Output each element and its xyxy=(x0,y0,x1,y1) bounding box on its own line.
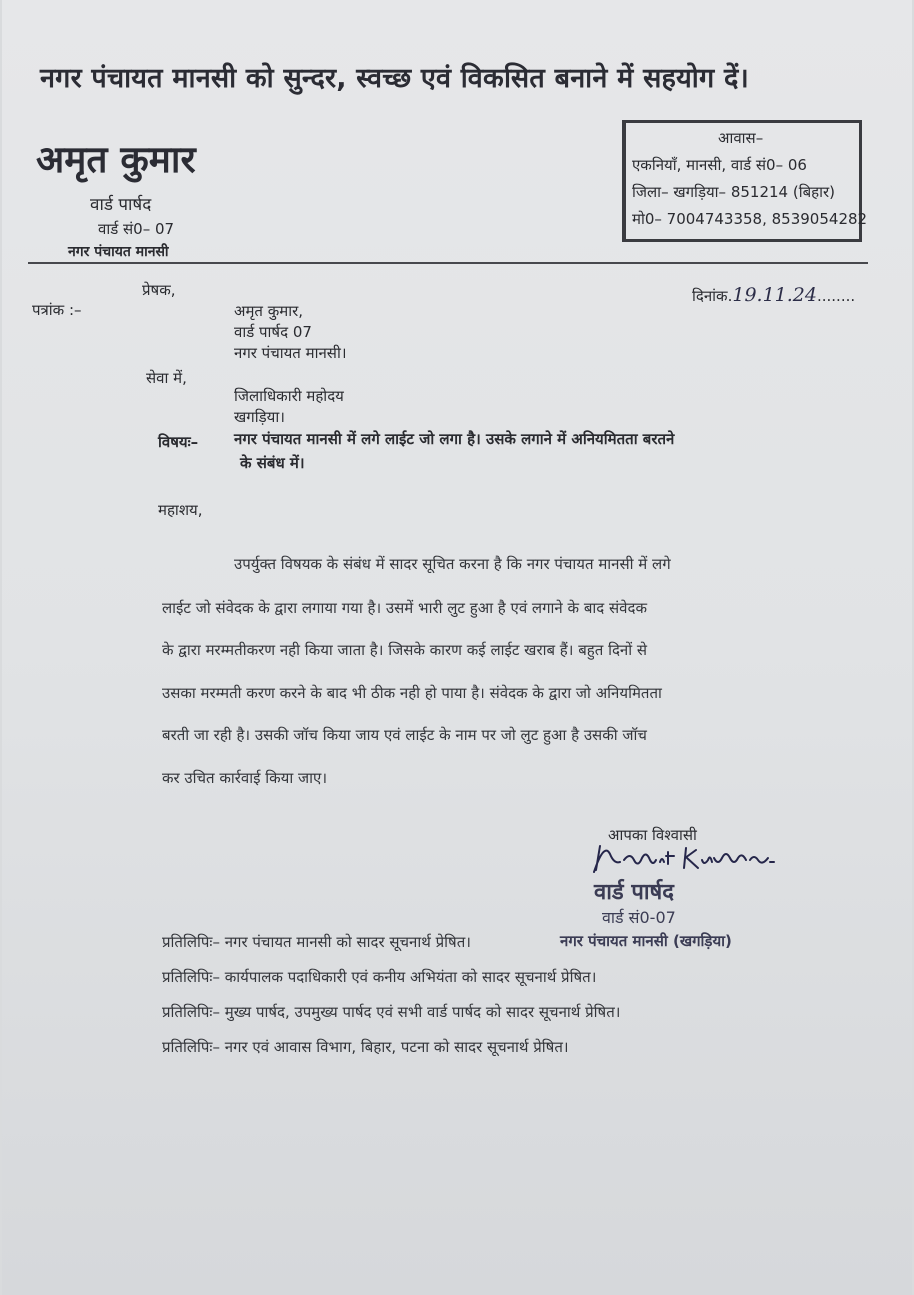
sender-ward-number: वार्ड सं0– 07 xyxy=(98,220,175,238)
copy-line-4: प्रतिलिपिः– नगर एवं आवास विभाग, बिहार, पटना को सादर सूचनार्थ प्रेषित। xyxy=(162,1038,569,1056)
body-line-3: के द्वारा मरम्मतीकरण नही किया जाता है। जिसके कारण कई लाईट खराब हैं। बहुत दिनों से xyxy=(162,641,648,659)
sender-line-2: वार्ड पार्षद 07 xyxy=(234,323,312,341)
sender-name-heading: अमृत कुमार xyxy=(36,138,196,181)
sender-panchayat: नगर पंचायत मानसी xyxy=(68,244,169,260)
copy-line-2: प्रतिलिपिः– कार्यपालक पदाधिकारी एवं कनीय अभियंता को सादर सूचनार्थ प्रेषित। xyxy=(162,968,597,986)
body-line-6: कर उचित कार्रवाई किया जाए। xyxy=(162,769,328,787)
recipient-line-1: जिलाधिकारी महोदय xyxy=(234,387,344,405)
address-line-1: एकनियाँ, मानसी, वार्ड सं0– 06 xyxy=(632,156,807,174)
subject-label: विषयः– xyxy=(158,433,199,451)
sender-line-1: अमृत कुमार, xyxy=(234,302,304,320)
patrank-label: पत्रांक :– xyxy=(32,301,82,319)
address-line-2: जिला– खगड़िया– 851214 (बिहार) xyxy=(632,183,835,201)
body-line-1: उपर्युक्त विषयक के संबंध में सादर सूचित करना है कि नगर पंचायत मानसी में लगे xyxy=(234,555,671,573)
stamp-line-3: नगर पंचायत मानसी (खगड़िया) xyxy=(560,932,732,950)
letter-page xyxy=(2,0,912,1295)
subject-line-1: नगर पंचायत मानसी में लगे लाईट जो लगा है। उसके लगाने में अनियमितता बरतने xyxy=(234,430,675,448)
copy-line-1: प्रतिलिपिः– नगर पंचायत मानसी को सादर सूचनार्थ प्रेषित। xyxy=(162,933,471,951)
stamp-line-2: वार्ड सं0-07 xyxy=(602,908,676,927)
date-label: दिनांक xyxy=(692,287,728,305)
subject-line-2: के संबंध में। xyxy=(240,454,305,472)
body-line-4: उसका मरम्मती करण करने के बाद भी ठीक नही हो पाया है। संवेदक के द्वारा जो अनियमितता xyxy=(162,684,662,702)
sender-line-3: नगर पंचायत मानसी। xyxy=(234,344,347,362)
address-box xyxy=(622,120,868,242)
to-label: सेवा में, xyxy=(146,369,187,387)
recipient-line-2: खगड़िया। xyxy=(234,408,285,426)
address-line-3: मो0– 7004743358, 8539054282 xyxy=(632,210,868,228)
address-title: आवास– xyxy=(718,129,764,147)
copy-line-3: प्रतिलिपिः– मुख्य पार्षद, उपमुख्य पार्षद एवं सभी वार्ड पार्षद को सादर सूचनार्थ प्रेषित। xyxy=(162,1003,621,1021)
salutation: महाशय, xyxy=(158,501,203,519)
signature xyxy=(590,840,780,880)
sender-designation: वार्ड पार्षद xyxy=(90,195,152,215)
date-field: दिनांक.19.11.24........ xyxy=(692,284,856,306)
body-line-5: बरती जा रही है। उसकी जॉच किया जाय एवं लाईट के नाम पर जो लुट हुआ है उसकी जॉच xyxy=(162,726,647,744)
header-slogan: नगर पंचायत मानसी को सुन्दर, स्वच्छ एवं विकसित बनाने में सहयोग दें। xyxy=(40,63,749,94)
closing: आपका विश्वासी xyxy=(608,826,697,844)
stamp-line-1: वार्ड पार्षद xyxy=(594,880,674,905)
sender-label: प्रेषक, xyxy=(142,281,176,299)
body-line-2: लाईट जो संवेदक के द्वारा लगाया गया है। उसमें भारी लुट हुआ है एवं लगाने के बाद संवेदक xyxy=(162,599,647,617)
header-divider xyxy=(28,262,868,264)
date-value: 19.11.24 xyxy=(732,284,817,306)
